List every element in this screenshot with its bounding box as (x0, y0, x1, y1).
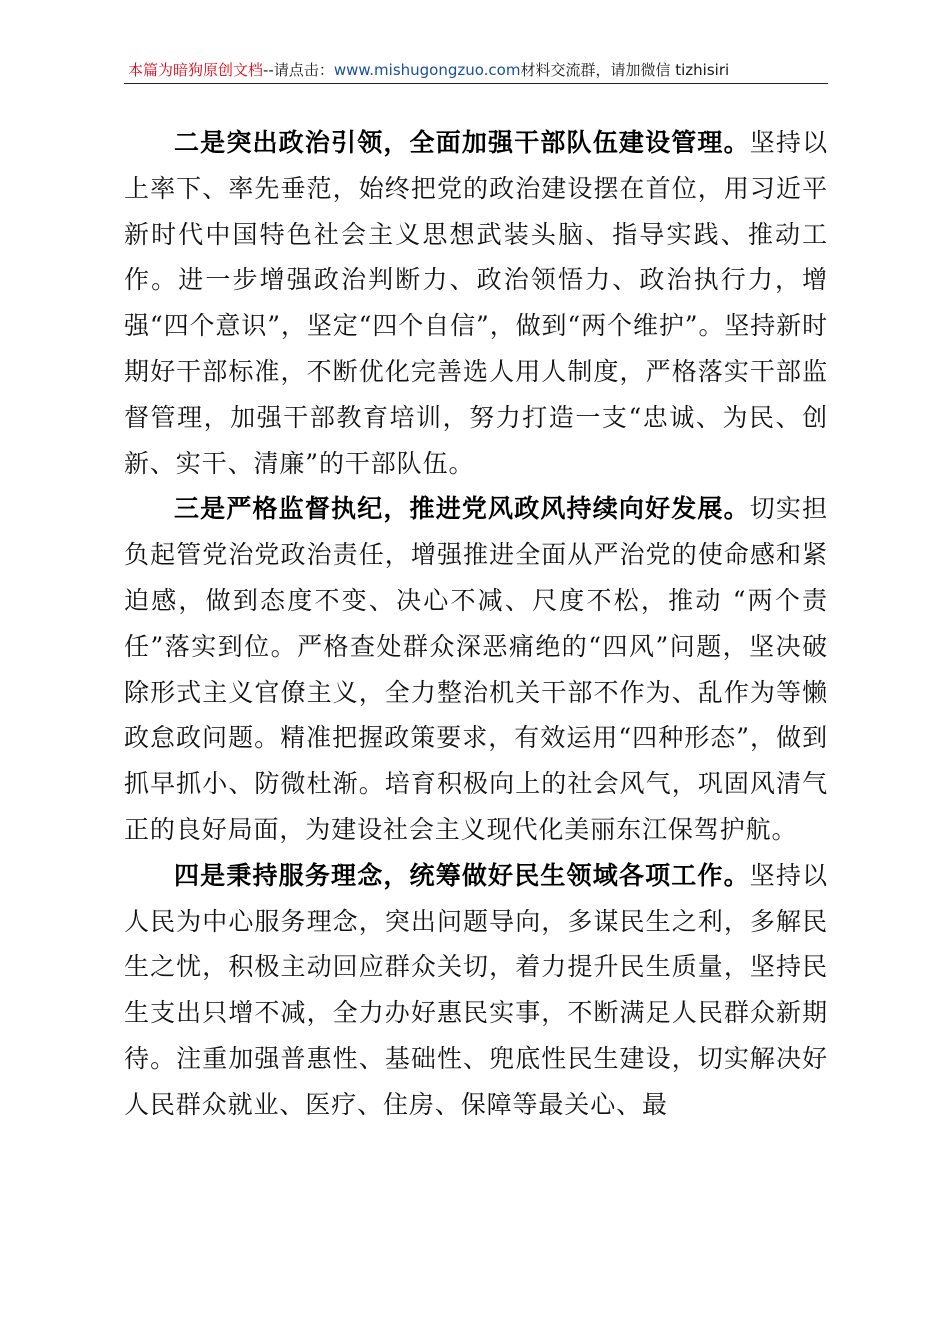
paragraph-4 (124, 853, 828, 1128)
header-divider (124, 83, 828, 84)
paragraph-3 (124, 486, 828, 852)
page-header (128, 58, 828, 84)
header-brand: 本篇为暗狗原创文档 (128, 61, 264, 79)
paragraph-lead: 三是严格监督执纪，推进党风政风持续向好发展。 (174, 494, 750, 524)
paragraph-text: 坚持以人民为中心服务理念，突出问题导向，多谋民生之利，多解民生之忧，积极主动回应群众关切，着力提升民生质量，坚持民生支出只增不减，全力办好惠民实事，不断满足人民群众新期待。注重加强普惠性、基础性、兜底性民生建设，切实解决好人民群众就业、医疗、住房、保障等最关心、最 (124, 860, 828, 1119)
paragraph-lead: 二是突出政治引领，全面加强干部队伍建设管理。 (174, 128, 750, 157)
header-suffix: 材料交流群，请加微信 tizhisiri (520, 61, 730, 79)
document-body (124, 120, 828, 1128)
paragraph-lead: 四是秉持服务理念，统筹做好民生领域各项工作。 (174, 860, 750, 890)
paragraph-text: 坚持以上率下、率先垂范，始终把党的政治建设摆在首位，用习近平新时代中国特色社会主义思想武装头脑、指导实践、推动工作。进一步增强政治判断力、政治领悟力、政治执行力，增强“四个意识”，坚定“四个自信”，做到“两个维护”。坚持新时期好干部标准，不断优化完善选人用人制度，严格落实干部监督管理，加强干部教育培训，努力打造一支“忠诚、为民、创新、实干、清廉”的干部队伍。 (124, 128, 828, 478)
header-prompt: --请点击： (263, 61, 334, 79)
paragraph-2 (124, 120, 828, 486)
paragraph-text: 切实担负起管党治党政治责任，增强推进全面从严治党的使命感和紧迫感，做到态度不变、决心不减、尺度不松，推动 “两个责任”落实到位。严格查处群众深恶痛绝的“四风”问题，坚决破除形式主义官僚主义，全力整治机关干部不作为、乱作为等懒政怠政问题。精准把握政策要求，有效运用“四种形态”，做到抓早抓小、防微杜渐。培育积极向上的社会风气，巩固风清气正的良好局面，为建设社会主义现代化美丽东江保驾护航。 (124, 494, 828, 844)
header-website-link[interactable]: www.mishugongzuo.com (333, 61, 521, 79)
